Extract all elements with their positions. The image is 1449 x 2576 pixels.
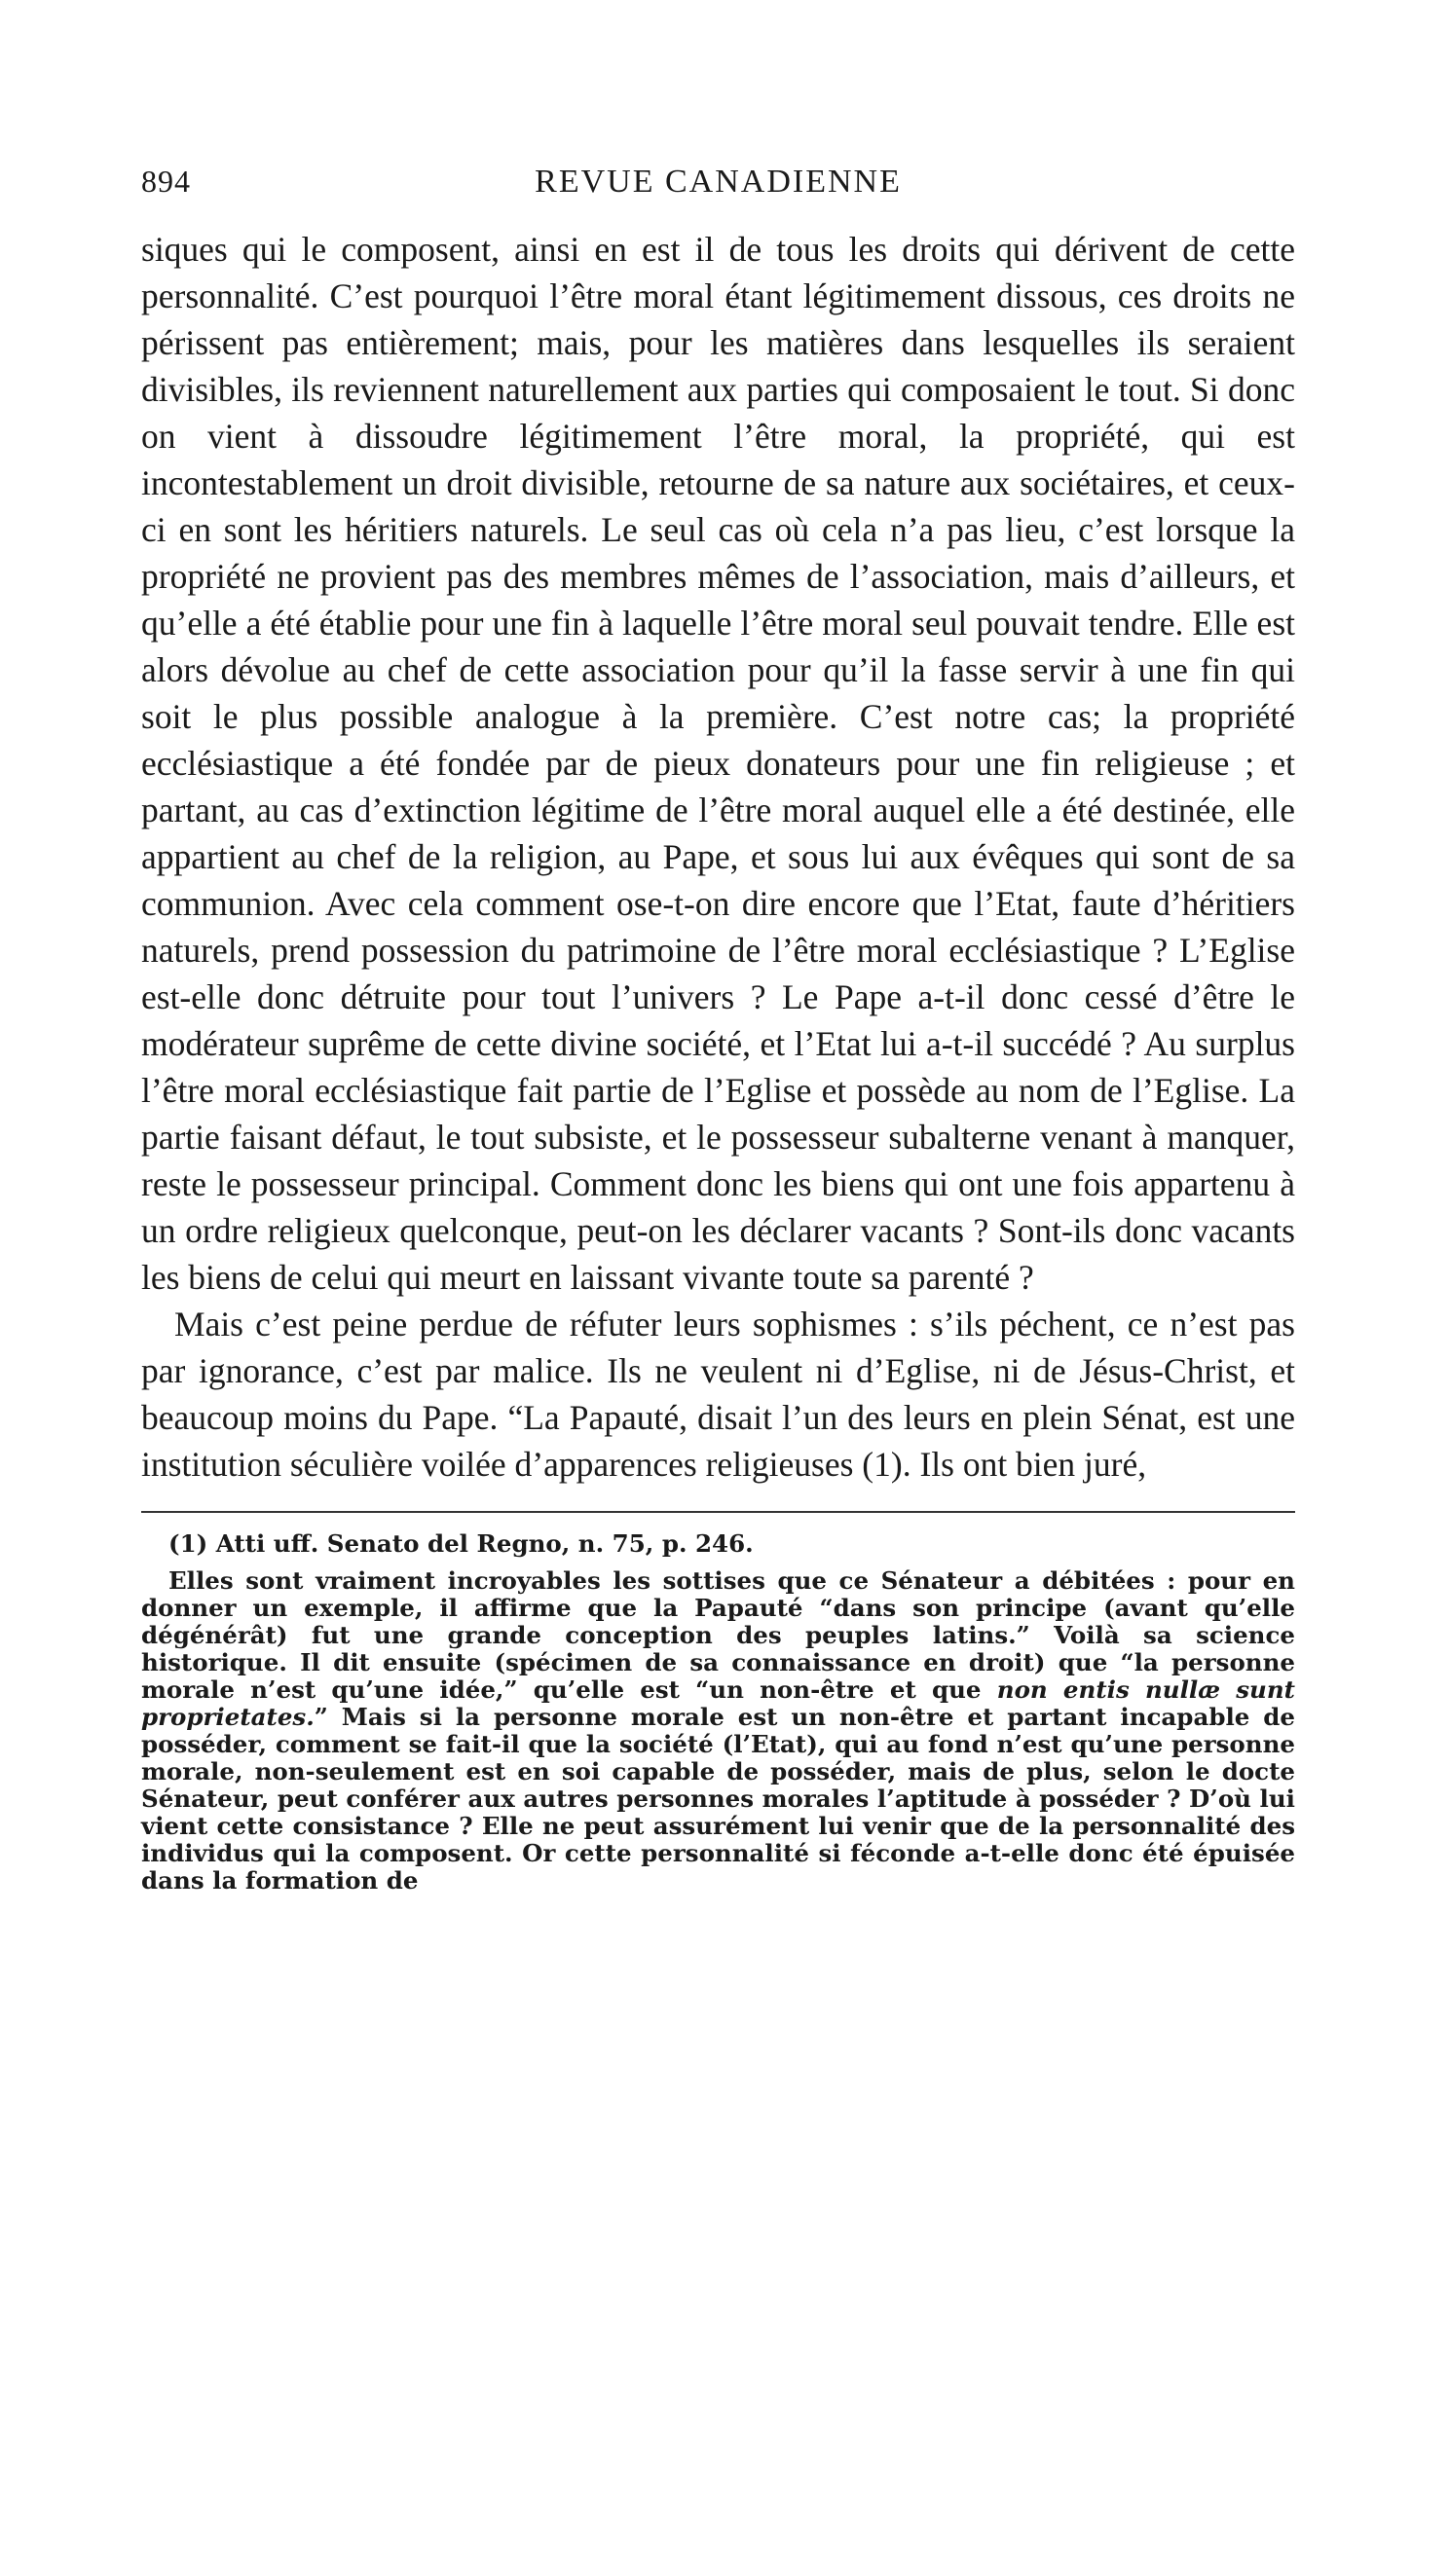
footnotes — [141, 1530, 1295, 1895]
main-text — [141, 226, 1295, 1488]
footnote-text-part-2: ” Mais si la personne morale est un non-être et partant incapable de posséder, comment se fait-il que la société (l’Etat), qui au fond n’est qu’une personne morale, non-seulement est en soi capable de posséder, mais de plus, selon le docte Sénateur, peut conférer aux autres personnes morales l’aptitude à posséder ? D’où lui vient cette consistance ? Elle ne peut assurément lui venir que de la personnalité des individus qui la composent. Or cette personnalité si féconde a-t-elle donc été épuisée dans la formation de — [141, 1703, 1295, 1895]
book-page — [141, 146, 1295, 1895]
footnote-reference: (1) Atti uff. Senato del Regno, n. 75, p. 246. — [168, 1529, 754, 1558]
page-number: 894 — [141, 164, 191, 199]
footnote-rule — [141, 1511, 1295, 1513]
journal-title: REVUE CANADIENNE — [535, 164, 902, 200]
footnote-latin-quote: non entis nullæ sunt proprietates. — [141, 1675, 1295, 1731]
footnote-text-part-1: Elles sont vraiment incroyables les sottises que ce Sénateur a débitées : pour en donner un exemple, il affirme que la Papauté “dans son principe (avant qu’elle dégénérât) fut une grande conception des peuples latins.” Voilà sa science historique. Il dit ensuite (spécimen de sa connaissance en droit) que “la personne morale n’est qu’une idée,” qu’elle est “un non-être et que — [141, 1566, 1295, 1704]
body-paragraph-2: Mais c’est peine perdue de réfuter leurs sophismes : s’ils péchent, ce n’est pas par ignorance, c’est par malice. Ils ne veulent ni d’Eglise, ni de Jésus-Christ, et beaucoup moins du Pape. “La Papauté, disait l’un des leurs en plein Sénat, est une institution séculière voilée d’apparences religieuses (1). Ils ont bien juré, — [141, 1305, 1295, 1484]
running-head — [141, 146, 1295, 204]
footnote-text — [141, 1567, 1295, 1895]
body-paragraph-1: siques qui le composent, ainsi en est il de tous les droits qui dérivent de cette personnalité. C’est pourquoi l’être moral étant légitimement dissous, ces droits ne périssent pas entièrement; mais, pour les matières dans lesquelles ils seraient divisibles, ils reviennent naturellement aux parties qui composaient le tout. Si donc on vient à dissoudre légitimement l’être moral, la propriété, qui est incontestablement un droit divisible, retourne de sa nature aux sociétaires, et ceux-ci en sont les héritiers naturels. Le seul cas où cela n’a pas lieu, c’est lorsque la propriété ne provient pas des membres mêmes de l’association, mais d’ailleurs, et qu’elle a été établie pour une fin à laquelle l’être moral seul pouvait tendre. Elle est alors dévolue au chef de cette association pour qu’il la fasse servir à une fin qui soit le plus possible analogue à la première. C’est notre cas; la propriété ecclésiastique a été fondée par de pieux donateurs pour une fin religieuse ; et partant, au cas d’extinction légitime de l’être moral auquel elle a été destinée, elle appartient au chef de la religion, au Pape, et sous lui aux évêques qui sont de sa communion. Avec cela comment ose-t-on dire encore que l’Etat, faute d’héritiers naturels, prend possession du patrimoine de l’être moral ecclésiastique ? L’Eglise est-elle donc détruite pour tout l’univers ? Le Pape a-t-il donc cessé d’être le modérateur suprême de cette divine société, et l’Etat lui a-t-il succédé ? Au surplus l’être moral ecclésiastique fait partie de l’Eglise et possède au nom de l’Eglise. La partie faisant défaut, le tout subsiste, et le possesseur subalterne venant à manquer, reste le possesseur principal. Comment donc les biens qui ont une fois appartenu à un ordre religieux quelconque, peut-on les déclarer vacants ? Sont-ils donc vacants les biens de celui qui meurt en laissant vivante toute sa parenté ? — [141, 230, 1295, 1297]
